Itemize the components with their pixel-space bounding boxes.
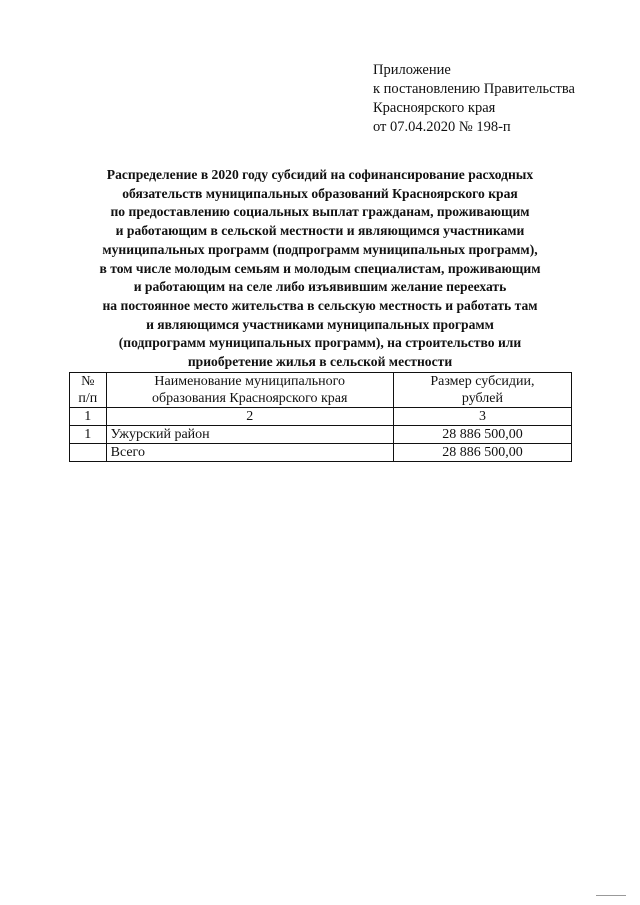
title-line: (подпрограмм муниципальных программ), на строительство или [118,335,522,351]
column-number: 1 [70,408,107,426]
total-label-cell: Всего [106,444,393,462]
page-edge-mark [596,895,626,896]
total-amount-cell: 28 886 500,00 [393,444,571,462]
title-line: приобретение жилья в сельской местности [187,354,453,370]
title-line: в том числе молодым семьям и молодым специалистам, проживающим [99,260,541,276]
title-line: и работающим в сельской местности и являющимся участниками [115,223,525,239]
title-line: и работающим на селе либо изъявившим желание переехать [133,279,507,295]
column-numbering-row [70,408,572,426]
appendix-line: Приложение [373,62,451,78]
header-amount-line: рублей [461,391,503,406]
header-amount-cell [393,373,571,408]
subsidy-table [69,372,572,462]
column-number: 3 [393,408,571,426]
title-line: муниципальных программ (подпрограмм муниципальных программ), [102,241,538,257]
table-total-row [70,444,572,462]
header-number-line: п/п [78,391,98,406]
subsidy-amount-cell: 28 886 500,00 [393,426,571,444]
title-line: и являющимся участниками муниципальных программ [146,316,494,332]
title-line: обязательств муниципальных образований Красноярского края [122,185,518,201]
appendix-header [373,61,575,137]
row-number-cell: 1 [70,426,107,444]
header-name-line: образования Красноярского края [152,391,348,406]
municipality-name-cell: Ужурский район [106,426,393,444]
header-name-cell [106,373,393,408]
title-line: Распределение в 2020 году субсидий на софинансирование расходных [106,167,534,182]
header-number-line: № [81,374,95,389]
row-number-cell [70,444,107,462]
header-name-line: Наименование муниципального [154,374,346,389]
document-title [60,166,580,372]
title-line: по предоставлению социальных выплат гражданам, проживающим [110,204,530,220]
appendix-line: Красноярского края [373,100,496,116]
header-number-cell [70,373,107,408]
table-row [70,426,572,444]
appendix-line: от 07.04.2020 № 198-п [373,119,511,135]
column-number: 2 [106,408,393,426]
title-line: на постоянное место жительства в сельскую местность и работать там [102,297,538,313]
table-header-row [70,373,572,408]
header-amount-line: Размер субсидии, [430,374,535,389]
appendix-line: к постановлению Правительства [373,81,575,97]
